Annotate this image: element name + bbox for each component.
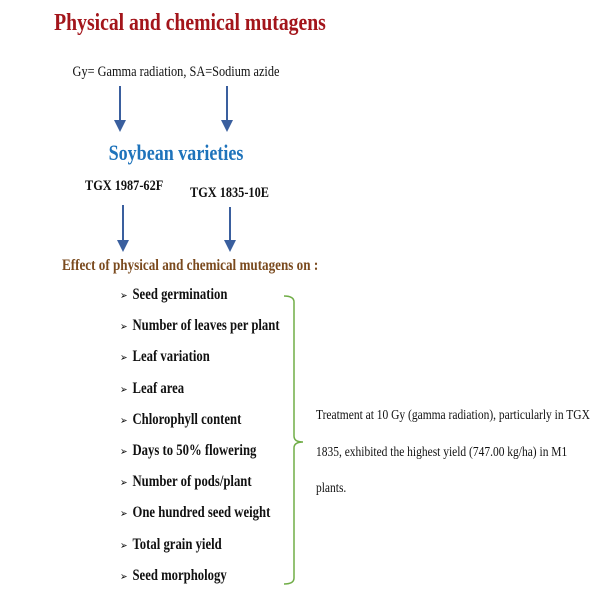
diagram-title: Physical and chemical mutagens [54, 10, 326, 36]
arrowhead-bullet-icon: ➢ [120, 476, 128, 490]
effect-label: Number of leaves per plant [132, 317, 280, 335]
effect-label: One hundred seed weight [132, 504, 271, 522]
arrowhead-bullet-icon: ➢ [120, 413, 128, 427]
effect-label: Seed germination [132, 286, 228, 303]
abbreviation-legend: Gy= Gamma radiation, SA=Sodium azide [72, 64, 280, 80]
arrowhead-bullet-icon: ➢ [120, 569, 128, 583]
arrowhead-bullet-icon: ➢ [120, 382, 128, 396]
effect-label: Leaf area [132, 379, 185, 397]
arrowhead-bullet-icon: ➢ [120, 351, 128, 365]
conclusion-text: Treatment at 10 Gy (gamma radiation), particularly in TGX 1835, exhibited the highest yield (747.00 kg/ha) in M1 plants. [316, 408, 590, 496]
effect-label: Number of pods/plant [132, 473, 252, 491]
arrowhead-bullet-icon: ➢ [120, 320, 128, 334]
arrowhead-bullet-icon: ➢ [120, 289, 128, 302]
variety-1: TGX 1987-62F [85, 178, 164, 194]
varieties-heading: Soybean varieties [108, 140, 244, 165]
arrowhead-bullet-icon: ➢ [120, 538, 128, 552]
arrowhead-bullet-icon: ➢ [120, 445, 128, 458]
effect-label: Days to 50% flowering [132, 442, 257, 459]
effect-label: Chlorophyll content [132, 410, 242, 428]
effect-heading: Effect of physical and chemical mutagens on : [62, 257, 319, 274]
effect-label: Leaf variation [132, 348, 210, 366]
effect-label: Seed morphology [132, 566, 227, 584]
arrowhead-bullet-icon: ➢ [120, 507, 128, 521]
variety-2: TGX 1835-10E [190, 185, 269, 201]
right-brace [284, 296, 303, 584]
effect-label: Total grain yield [132, 535, 222, 553]
